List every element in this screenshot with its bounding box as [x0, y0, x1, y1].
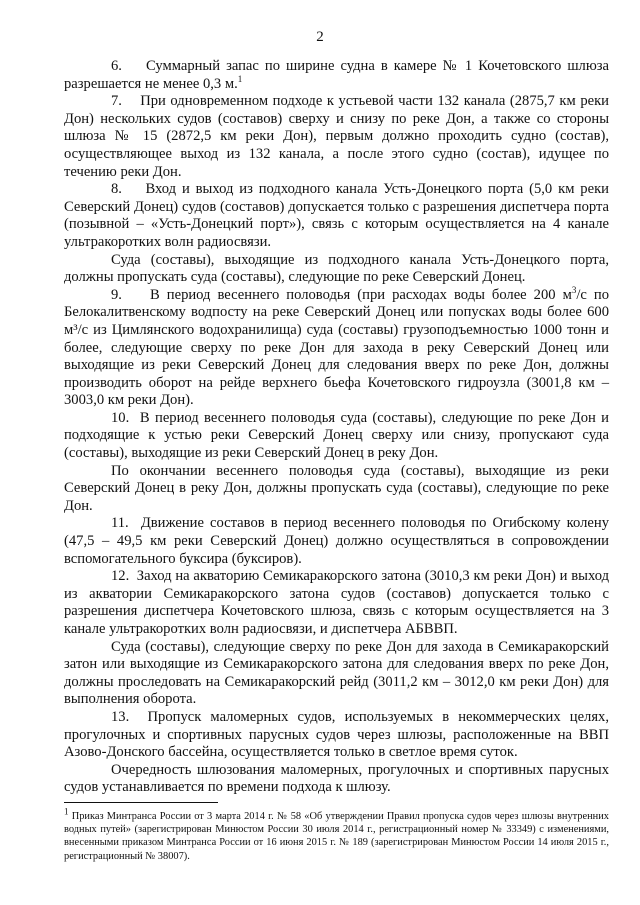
footnote-text: Приказ Минтранса России от 3 марта 2014 г. № 58 «Об утверждении Правил пропуска судов через шлюзы внутренних водных путей» (зарегистрирован Минюстом России 30 июля 2014 г., регистрационный номер № 33349) с изменениями, внесенными приказом Минтранса России от 16 июня 2015 г. № 189 (зарегистрирован Минюстом России 14 июля 2015 г., регистрационный № 38007). [64, 811, 609, 862]
paragraph-text: 8. Вход и выход из подходного канала Усть-Донецкого порта (5,0 км реки Северский Донец) судов (составов) допускается только с разрешения диспетчера порта (позывной – «Усть-Донецкий порт»), связь с которым осуществляется на 4 канале ультракоротких волн радиосвязи. [64, 181, 609, 250]
footnote-divider [64, 802, 218, 803]
paragraph-text: Суда (составы), выходящие из подходного канала Усть-Донецкого порта, должны пропускать суда (составы), следующие по реке Северский Донец. [64, 251, 609, 286]
paragraph-text: Очередность шлюзования маломерных, прогулочных и спортивных парусных судов устанавливается по времени подхода к шлюзу. [64, 761, 609, 796]
body-text [64, 58, 609, 797]
paragraph-8-continued [64, 252, 609, 287]
superscript-cubed: 3 [571, 284, 577, 295]
paragraph-6 [64, 58, 609, 93]
paragraph-7 [64, 93, 609, 181]
paragraph-8 [64, 181, 609, 251]
footnote [64, 806, 609, 863]
paragraph-text: Суда (составы), следующие сверху по реке Дон для захода в Семикаракорский затон или выходящие из Семикаракорского затона для следования вверх по реке Дон, должны проследовать на Семикаракорский рейд (3011,2 км – 3012,0 км реки Дон) для выполнения оборота. [64, 638, 609, 708]
paragraph-text: По окончании весеннего половодья суда (составы), выходящие из реки Северский Донец в реку Дон, должны пропускать суда (составы), следующие по реке Дон. [64, 462, 609, 514]
paragraph-10-continued [64, 463, 609, 516]
paragraph-text: 10. В период весеннего половодья суда (составы), следующие по реке Дон и подходящие к устью реки Северский Донец сверху или снизу, пропускают суда (составы), выходящие из реки Северский Донец в реку Дон. [64, 409, 609, 462]
paragraph-text: 12. Заход на акваторию Семикаракорского затона (3010,3 км реки Дон) и выход из акватории Семикаракорского затона судов (составов) допускается только с разрешения диспетчера Кочетовского шлюза, связь с которым осуществляется на 3 канале ультракоротких волн радиосвязи, и диспетчера АБВВП. [64, 568, 609, 637]
paragraph-text: 11. Движение составов в период весеннего половодья по Огибскому колену (47,5 – 49,5 км реки Северский Донец) должно осуществляться в сопровождении вспомогательного буксира (буксиров). [64, 515, 609, 567]
footnote-marker: 1 [64, 806, 69, 817]
paragraph-13-continued [64, 762, 609, 797]
paragraph-text: 7. При одновременном подходе к устьевой части 132 канала (2875,7 км реки Дон) нескольких судов (составов) сверху и снизу по реке Дон, а также со стороны шлюза № 15 (2872,5 км реки Дон), первым должно проходить судно (состав), осуществляющее выход из 132 канала, а после этого судно (состав), идущее по течению реки Дон. [64, 93, 609, 180]
paragraph-text: 6. Суммарный запас по ширине судна в камере № 1 Кочетовского шлюза разрешается не менее 0,3 м. [64, 58, 609, 92]
paragraph-9 [64, 284, 609, 410]
paragraph-text: 13. Пропуск маломерных судов, используемых в некоммерческих целях, прогулочных и спортивных парусных судов через шлюзы, расположенные на ВВП Азово-Донского бассейна, осуществляется только в светлое время суток. [64, 708, 609, 761]
paragraph-13 [64, 709, 609, 762]
paragraph-12 [64, 568, 609, 638]
page-number: 2 [316, 29, 324, 45]
paragraph-10 [64, 410, 609, 463]
paragraph-12-continued [64, 639, 609, 709]
paragraph-11 [64, 515, 609, 568]
paragraph-text: 9. В период весеннего половодья (при расходах воды более 200 м [111, 286, 572, 303]
footnote-reference: 1 [237, 73, 243, 84]
paragraph-text-continued: /с по Белокалитвенскому водпосту на реке Северский Донец или попусках воды более 600 м³/с из Цимлянского водохранилища) суда (составы) грузоподъемностью 1000 тонн и более, следующие сверху по реке Дон для захода в реку Северский Донец или выходящие из реки Северский Донец для следования вверх по реке Дон, должны производить оборот на рейде верхнего бьефа Кочетовского гидроузла (3001,8 км – 3003,0 км реки Дон). [64, 286, 609, 409]
